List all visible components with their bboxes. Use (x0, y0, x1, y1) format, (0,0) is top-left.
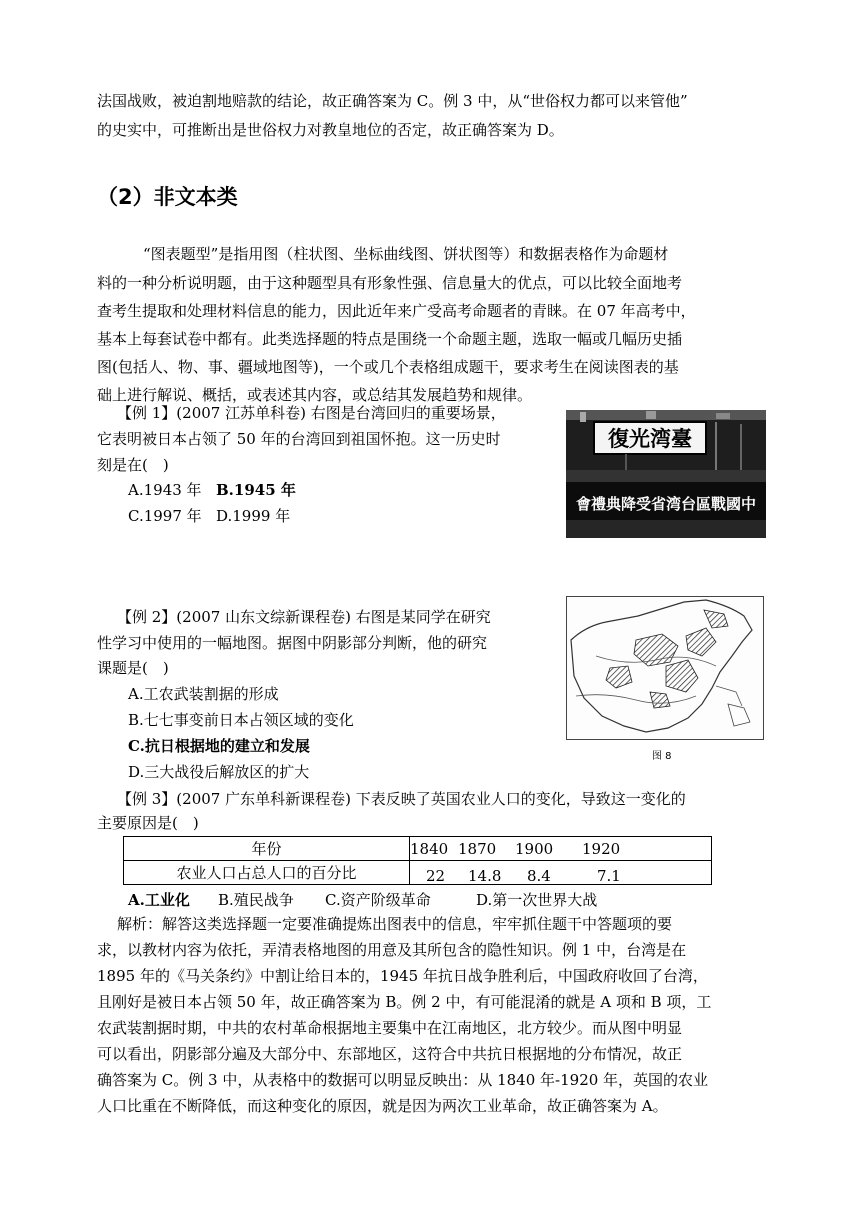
example1-stem: 【例 1】(2007 江苏单科卷) 右图是台湾回归的重要场景， (117, 404, 506, 422)
paragraph-line: 础上进行解说、概括，或表述其内容，或总结其发展趋势和规律。 (97, 386, 533, 404)
percentage-values-cell (410, 861, 712, 885)
section-heading: （2）非文本类 (97, 185, 238, 209)
example2-option-b: B.七七事变前日本占领区域的变化 (128, 711, 354, 729)
photo-banner-text: 復光湾臺 (608, 427, 692, 451)
china-map-figure (566, 596, 764, 740)
percentage-label-cell: 农业人口占总人口的百分比 (124, 861, 410, 885)
example1-stem: 刻是在( ) (97, 456, 169, 474)
paragraph-line: “图表题型”是指用图（柱状图、坐标曲线图、饼状图等）和数据表格作为命题材 (143, 245, 669, 263)
map-caption: 图 8 (652, 751, 672, 762)
percentage-value: 8.4 (527, 867, 551, 885)
analysis-line: 可以看出，阴影部分遍及大部分中、东部地区，这符合中共抗日根据地的分布情况，故正 (97, 1045, 683, 1063)
paragraph-line: 的史实中，可推断出是世俗权力对教皇地位的否定，故正确答案为 D。 (97, 121, 564, 139)
example2-stem: 课题是( ) (97, 659, 169, 677)
example3-option-d: D.第一次世界大战 (476, 891, 598, 909)
example2-stem: 性学习中使用的一幅地图。据图中阴影部分判断，他的研究 (97, 634, 488, 652)
analysis-line: 且刚好是被日本占领 50 年，故正确答案为 B。例 2 中，有可能混淆的就是 A 项和 B 项，工 (97, 993, 712, 1011)
analysis-line: 人口比重在不断降低，而这种变化的原因，就是因为两次工业革命，故正确答案为 A。 (97, 1097, 668, 1115)
year-value: 1900 (515, 840, 554, 858)
photo-sign-text: 會禮典降受省湾台區戰國中 (575, 495, 757, 513)
example3-option-a: A.工业化 (128, 891, 190, 909)
year-header-cell: 年份 (124, 837, 410, 861)
table-row (124, 861, 712, 885)
analysis-line: 1895 年的《马关条约》中割让给日本的，1945 年抗日战争胜利后，中国政府收回了台湾， (97, 967, 708, 985)
paragraph-line: 料的一种分析说明题，由于这种题型具有形象性强、信息量大的优点，可以比较全面地考 (97, 274, 683, 292)
analysis-line: 解析：解答这类选择题一定要准确提炼出图表中的信息，牢牢抓住题干中答题项的要 (117, 915, 673, 933)
photo-illustration (566, 410, 766, 538)
year-value: 1920 (582, 840, 621, 858)
analysis-line: 求，以教材内容为依托，弄清表格地图的用意及其所包含的隐性知识。例 1 中，台湾是在 (97, 941, 687, 959)
example1-option-b: B.1945 年 (216, 481, 296, 499)
paragraph-line: 查考生提取和处理材料信息的能力，因此近年来广受高考命题者的青睐。在 07 年高考中， (97, 302, 696, 320)
example1-option-a: A.1943 年 (128, 481, 202, 499)
paragraph-line: 法国战败，被迫割地赔款的结论，故正确答案为 C。例 3 中，从“世俗权力都可以来管他” (97, 92, 688, 110)
analysis-line: 农武装割据时期，中共的农村革命根据地主要集中在江南地区，北方较少。而从图中明显 (97, 1019, 683, 1037)
taiwan-ceremony-photo (566, 410, 766, 538)
example1-option-c: C.1997 年 (128, 507, 202, 525)
year-values-cell (410, 837, 712, 861)
example3-option-b: B.殖民战争 (218, 891, 294, 909)
paragraph-line: 图(包括人、物、事、疆域地图等)，一个或几个表格组成题干，要求考生在阅读图表的基 (97, 358, 679, 376)
paragraph-line: 基本上每套试卷中都有。此类选择题的特点是围绕一个命题主题，选取一幅或几幅历史插 (97, 330, 683, 348)
analysis-line: 确答案为 C。例 3 中，从表格中的数据可以明显反映出：从 1840 年-1920 年，英国的农业 (97, 1071, 709, 1089)
example2-option-a: A.工农武装割据的形成 (128, 685, 279, 703)
example1-stem: 它表明被日本占领了 50 年的台湾回到祖国怀抱。这一历史时 (97, 430, 501, 448)
year-value: 1840 (410, 840, 449, 858)
year-value: 1870 (458, 840, 497, 858)
map-illustration (566, 596, 764, 740)
example3-stem: 【例 3】(2007 广东单科新课程卷) 下表反映了英国农业人口的变化，导致这一变化的 (117, 790, 686, 808)
example1-option-d: D.1999 年 (216, 507, 291, 525)
percentage-value: 14.8 (468, 867, 502, 885)
example3-stem: 主要原因是( ) (97, 814, 199, 832)
table-row (124, 837, 712, 861)
example2-option-c: C.抗日根据地的建立和发展 (128, 737, 310, 755)
example3-option-c: C.资产阶级革命 (325, 891, 431, 909)
example2-stem: 【例 2】(2007 山东文综新课程卷) 右图是某同学在研究 (117, 608, 491, 626)
percentage-value: 7.1 (597, 867, 621, 885)
population-table (123, 836, 712, 885)
example2-option-d: D.三大战役后解放区的扩大 (128, 763, 310, 781)
percentage-value: 22 (426, 867, 446, 885)
